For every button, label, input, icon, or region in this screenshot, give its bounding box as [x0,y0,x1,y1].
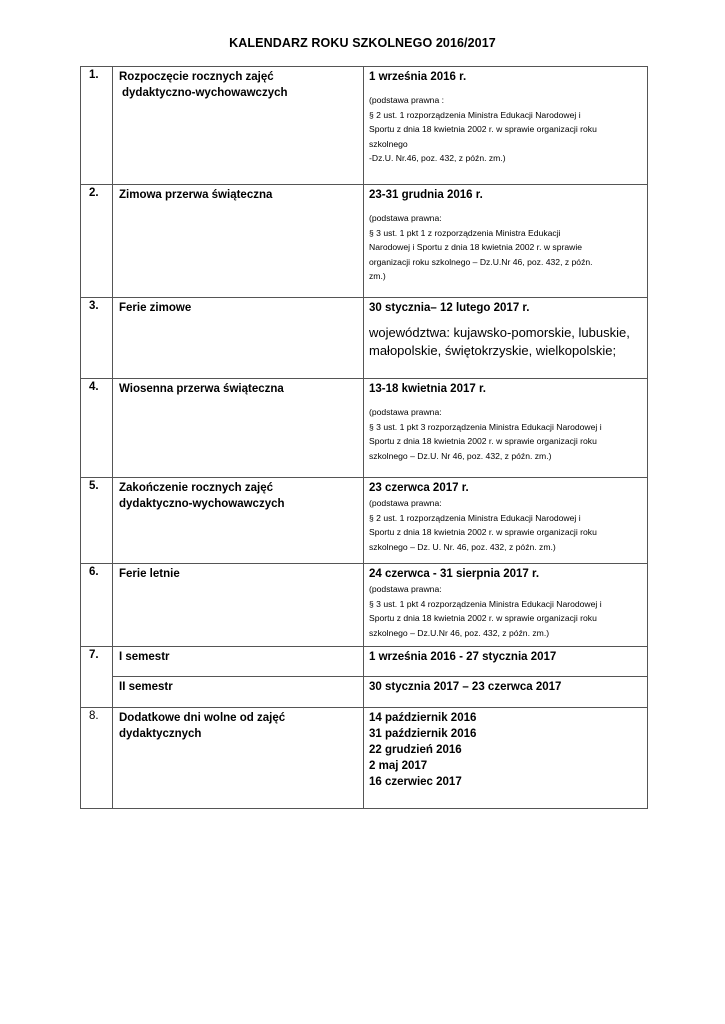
event-date: 13-18 kwietnia 2017 r. [369,383,486,395]
event-name [113,677,364,708]
event-name [113,478,364,564]
event-name [113,379,364,478]
legal-basis [369,582,643,640]
legal-basis-line: (podstawa prawna: [369,498,442,508]
event-line: dydaktyczno-wychowawczych [122,87,288,99]
event-info [364,67,648,185]
event-name [113,708,364,809]
free-day-date: 2 maj 2017 [369,760,428,772]
event-line: Zakończenie rocznych zajęć [119,482,274,494]
table-row [81,708,648,809]
event-line: Rozpoczęcie rocznych zajęć [119,71,274,83]
legal-basis-line: § 3 ust. 1 pkt 1 z rozporządzenia Ministra Edukacji [369,227,561,238]
legal-basis-line: (podstawa prawna : [369,95,444,105]
event-line: dydaktycznych [119,728,202,740]
event-info [364,478,648,564]
event-info [364,708,648,809]
free-day-date: 14 październik 2016 [369,712,477,724]
event-line: I semestr [119,651,170,663]
legal-basis [369,496,643,554]
legal-basis-line: § 2 ust. 1 rozporządzenia Ministra Edukacji Narodowej i [369,109,581,120]
legal-basis-line: § 3 ust. 1 pkt 3 rozporządzenia Ministra Edukacji Narodowej i [369,421,602,432]
legal-basis-line: § 3 ust. 1 pkt 4 rozporządzenia Ministra Edukacji Narodowej i [369,598,602,609]
row-number: 5. [81,478,113,564]
event-line: Dodatkowe dni wolne od zajęć [119,712,286,724]
event-name [113,564,364,647]
legal-basis-line: szkolnego – Dz. U. Nr. 46, poz. 432, z późn. zm.) [369,541,556,552]
free-day-date: 31 październik 2016 [369,728,477,740]
event-info [364,298,648,379]
legal-basis-line: Narodowej i Sportu z dnia 18 kwietnia 2002 r. w sprawie [369,242,583,252]
event-line: II semestr [119,681,173,693]
event-info [364,564,648,647]
row-number: 8. [81,708,113,809]
table-row [81,67,648,185]
free-day-date: 16 czerwiec 2017 [369,776,462,788]
table-row [81,379,648,478]
free-day-date: 22 grudzień 2016 [369,744,462,756]
table-row [81,478,648,564]
calendar-table [80,66,648,809]
page-title: KALENDARZ ROKU SZKOLNEGO 2016/2017 [229,36,496,50]
event-info [364,647,648,677]
legal-basis-line: szkolnego – Dz.U. Nr 46, poz. 432, z późn. zm.) [369,450,552,461]
legal-basis-line: organizacji roku szkolnego – Dz.U.Nr 46, poz. 432, z późn. [369,256,593,267]
event-info [364,185,648,298]
legal-basis [369,211,643,284]
legal-basis-line: Sportu z dnia 18 kwietnia 2002 r. w sprawie organizacji roku [369,527,597,537]
table-row [81,677,648,708]
legal-basis [369,405,643,463]
legal-basis-line: § 2 ust. 1 rozporządzenia Ministra Edukacji Narodowej i [369,512,581,523]
event-name [113,67,364,185]
legal-basis-line: Sportu z dnia 18 kwietnia 2002 r. w sprawie organizacji roku [369,124,597,134]
event-date: 30 stycznia 2017 – 23 czerwca 2017 [369,681,562,693]
row-number: 2. [81,185,113,298]
row-number: 7. [81,647,113,708]
legal-basis-line: szkolnego – Dz.U.Nr 46, poz. 432, z późn. zm.) [369,627,550,638]
event-line: Ferie zimowe [119,302,192,314]
row-number: 1. [81,67,113,185]
event-date: 30 stycznia– 12 lutego 2017 r. [369,302,530,314]
event-date: 1 września 2016 r. [369,71,467,83]
event-line: Zimowa przerwa świąteczna [119,189,273,201]
regions-text [369,324,643,360]
event-name [113,185,364,298]
legal-basis-line: Sportu z dnia 18 kwietnia 2002 r. w sprawie organizacji roku [369,436,597,446]
legal-basis-line: (podstawa prawna: [369,584,442,594]
row-number: 6. [81,564,113,647]
legal-basis-line: zm.) [369,271,386,281]
event-info [364,379,648,478]
legal-basis-line: szkolnego [369,138,408,149]
row-number: 4. [81,379,113,478]
event-date: 24 czerwca - 31 sierpnia 2017 r. [369,568,540,580]
row-number: 3. [81,298,113,379]
table-row [81,647,648,677]
regions-line: województwa: kujawsko-pomorskie, lubuskie, [369,325,630,340]
event-line: dydaktyczno-wychowawczych [119,498,285,510]
event-name [113,298,364,379]
event-info [364,677,648,708]
event-name [113,647,364,677]
regions-line: małopolskie, świętokrzyskie, wielkopolskie; [369,343,617,358]
event-line: Ferie letnie [119,568,180,580]
event-date: 23 czerwca 2017 r. [369,482,469,494]
legal-basis-line: (podstawa prawna: [369,407,442,417]
table-row [81,185,648,298]
event-line: Wiosenna przerwa świąteczna [119,383,284,395]
table-row [81,564,648,647]
event-date: 1 września 2016 - 27 stycznia 2017 [369,651,557,663]
legal-basis [369,93,643,166]
event-date: 23-31 grudnia 2016 r. [369,189,483,201]
legal-basis-line: (podstawa prawna: [369,213,442,223]
table-row [81,298,648,379]
legal-basis-line: -Dz.U. Nr.46, poz. 432, z późn. zm.) [369,153,506,163]
legal-basis-line: Sportu z dnia 18 kwietnia 2002 r. w sprawie organizacji roku [369,613,597,623]
